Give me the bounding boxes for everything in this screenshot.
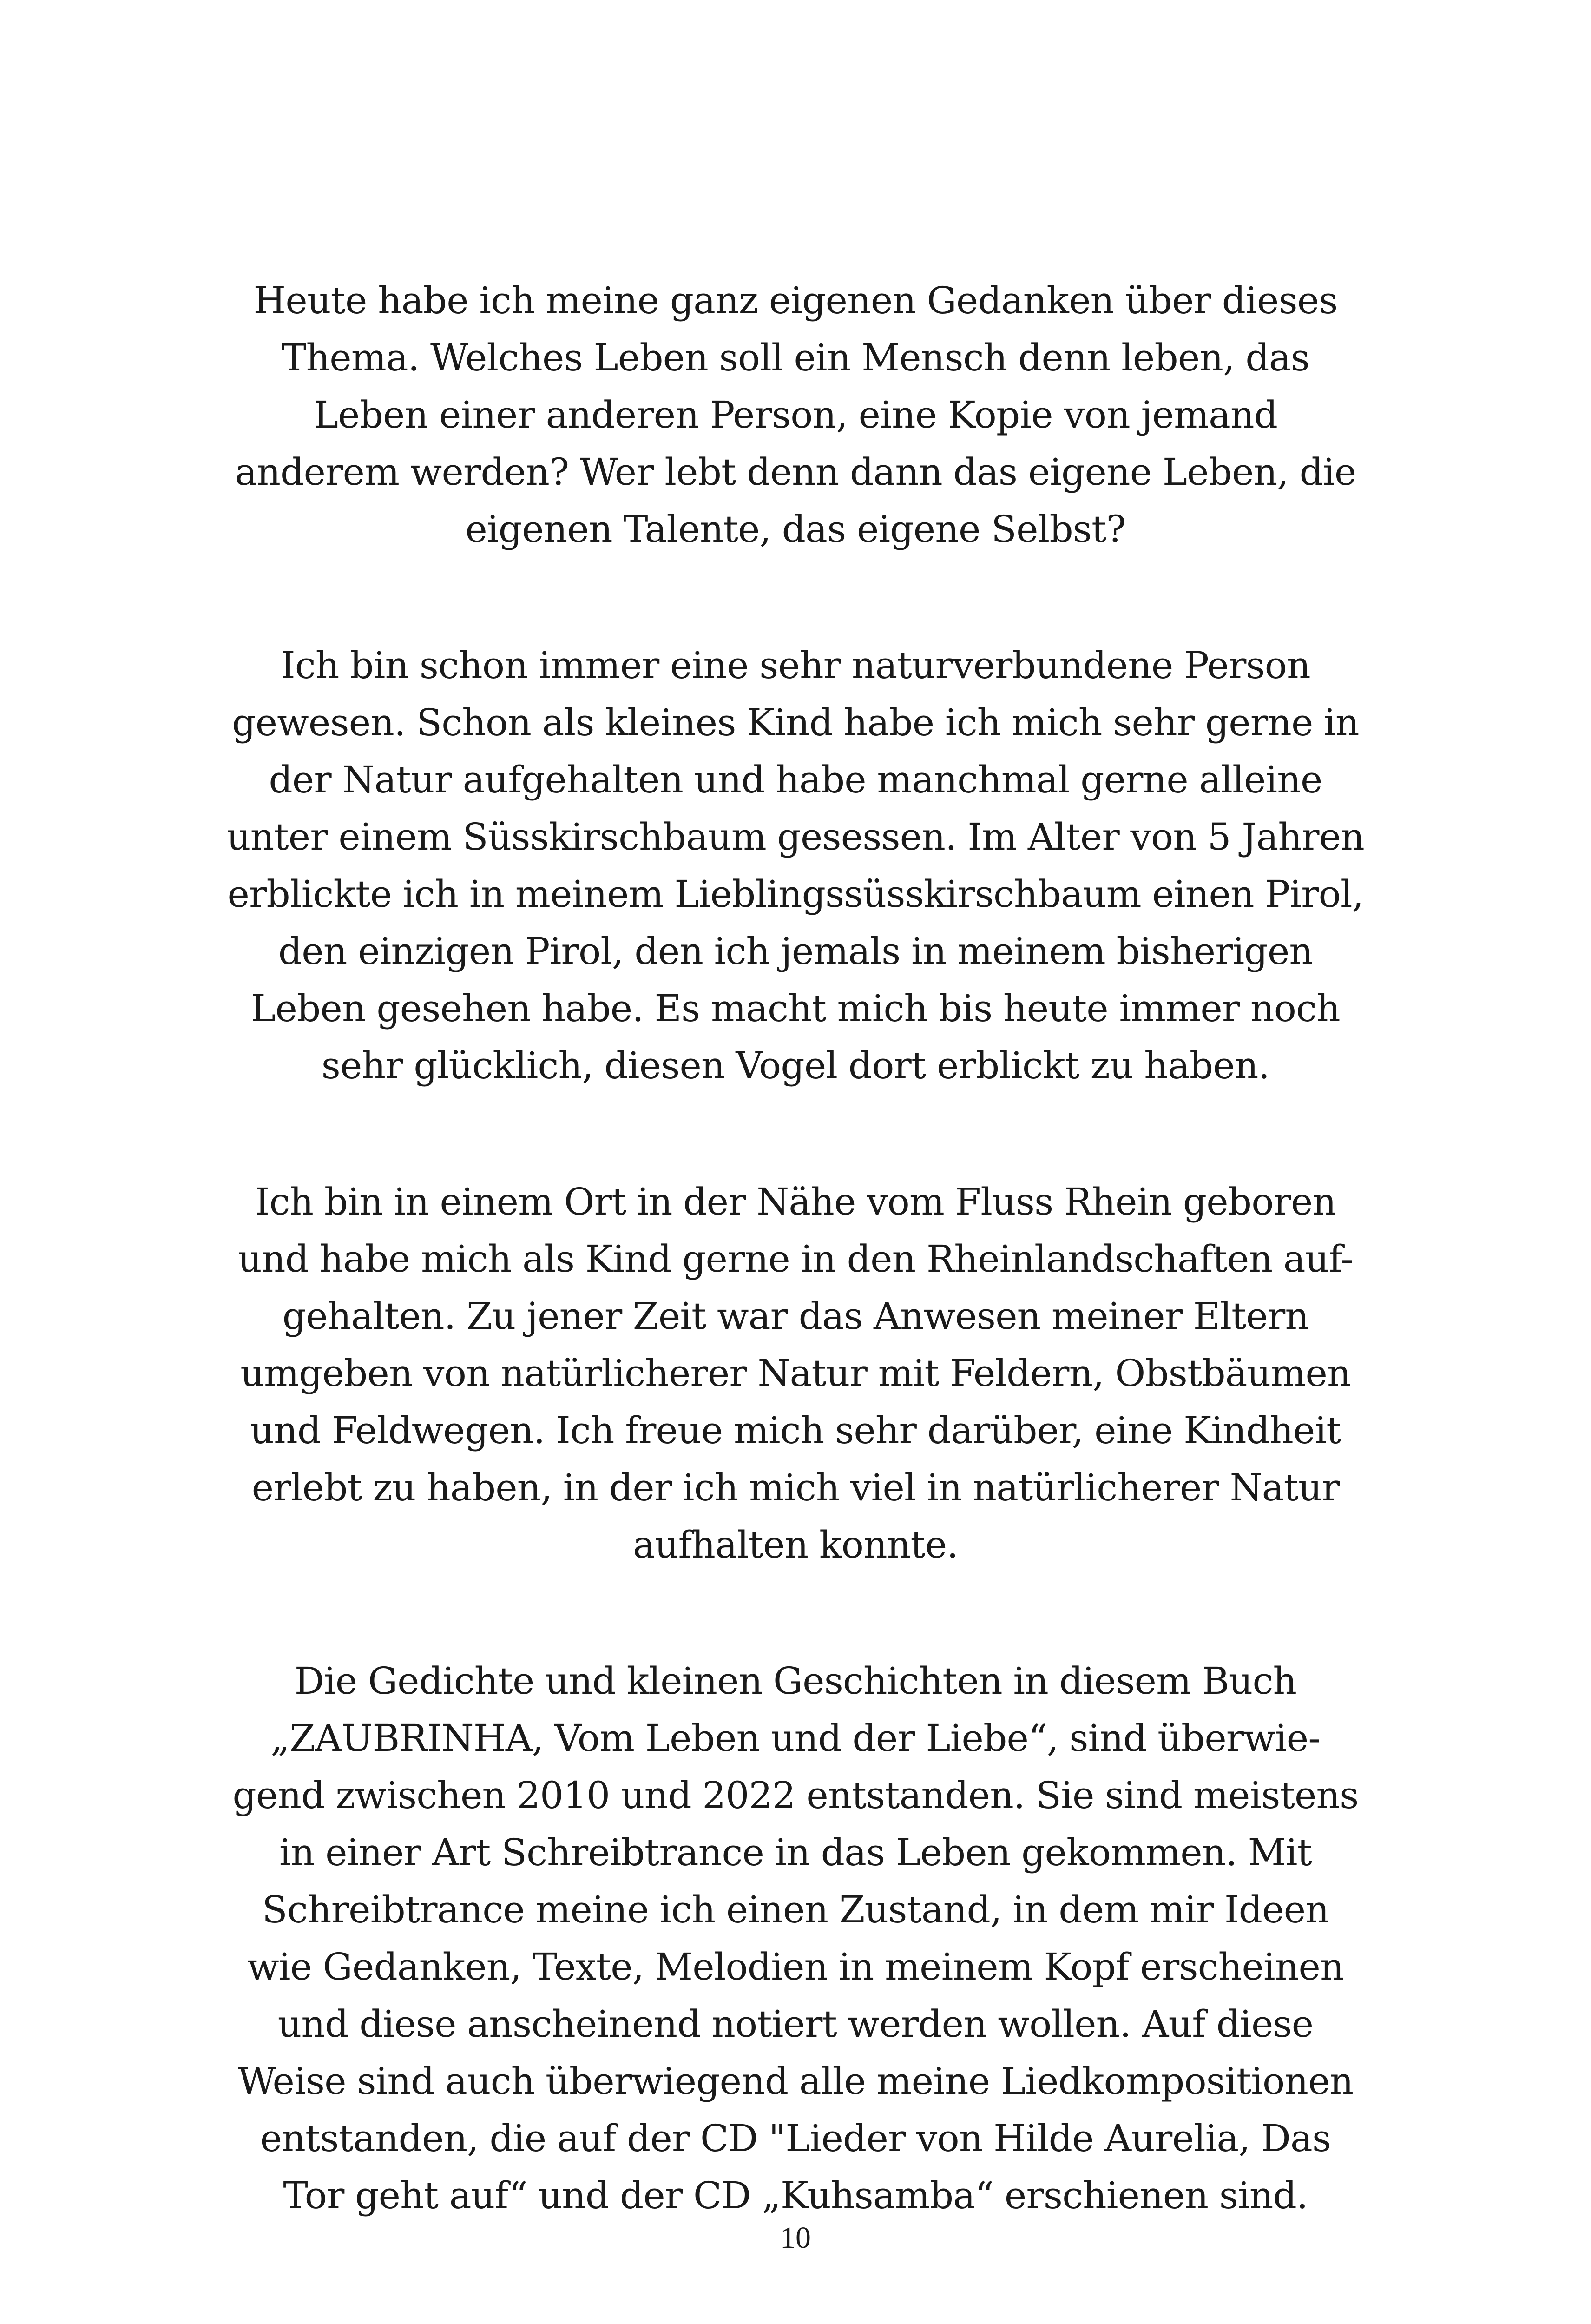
paragraph-2 xyxy=(214,637,1377,1094)
text-line: Leben gesehen habe. Es macht mich bis heute immer noch xyxy=(251,987,1340,1030)
text-line: gehalten. Zu jener Zeit war das Anwesen meiner Eltern xyxy=(282,1294,1309,1338)
body-text xyxy=(214,272,1377,2303)
text-line: „ZAUBRINHA, Vom Leben und der Liebe“, sind überwie- xyxy=(270,1717,1321,1760)
text-line: in einer Art Schreibtrance in das Leben gekommen. Mit xyxy=(279,1831,1312,1874)
text-line: gewesen. Schon als kleines Kind habe ich mich sehr gerne in xyxy=(232,701,1359,744)
text-line: Leben einer anderen Person, eine Kopie von jemand xyxy=(313,393,1278,436)
text-line: sehr glücklich, diesen Vogel dort erblickt zu haben. xyxy=(321,1044,1270,1087)
text-line: Ich bin in einem Ort in der Nähe vom Fluss Rhein geboren xyxy=(255,1180,1336,1223)
text-line: der Natur aufgehalten und habe manchmal gerne alleine xyxy=(269,758,1322,801)
paragraph-1 xyxy=(214,272,1377,558)
text-line: aufhalten konnte. xyxy=(632,1523,959,1566)
text-line: Die Gedichte und kleinen Geschichten in diesem Buch xyxy=(294,1659,1297,1703)
text-line: unter einem Süsskirschbaum gesessen. Im Alter von 5 Jahren xyxy=(227,815,1364,858)
text-line: gend zwischen 2010 und 2022 entstanden. Sie sind meistens xyxy=(232,1774,1359,1817)
text-line: anderem werden? Wer lebt denn dann das eigene Leben, die xyxy=(235,450,1356,494)
text-line: wie Gedanken, Texte, Melodien in meinem Kopf erscheinen xyxy=(247,1945,1344,1988)
text-line: erblickte ich in meinem Lieblingssüsskirschbaum einen Pirol, xyxy=(227,872,1364,916)
text-line: und Feldwegen. Ich freue mich sehr darüber, eine Kindheit xyxy=(250,1409,1341,1452)
text-line: Schreibtrance meine ich einen Zustand, in dem mir Ideen xyxy=(262,1888,1329,1931)
text-line: und diese anscheinend notiert werden wollen. Auf diese xyxy=(277,2002,1314,2046)
page-number: 10 xyxy=(780,2221,811,2255)
text-line: umgeben von natürlicherer Natur mit Feldern, Obstbäumen xyxy=(240,1352,1351,1395)
text-line: Tor geht auf“ und der CD „Kuhsamba“ erschienen sind. xyxy=(283,2174,1308,2217)
text-line: den einzigen Pirol, den ich jemals in meinem bisherigen xyxy=(278,930,1313,973)
paragraph-3 xyxy=(214,1173,1377,1573)
paragraph-4 xyxy=(214,1652,1377,2224)
text-line: erlebt zu haben, in der ich mich viel in natürlicherer Natur xyxy=(251,1466,1340,1509)
text-line: Weise sind auch überwiegend alle meine Liedkompositionen xyxy=(237,2060,1354,2103)
text-line: Ich bin schon immer eine sehr naturverbundene Person xyxy=(281,644,1310,687)
text-line: Thema. Welches Leben soll ein Mensch denn leben, das xyxy=(282,336,1309,379)
text-line: Heute habe ich meine ganz eigenen Gedanken über dieses xyxy=(253,279,1338,322)
text-line: entstanden, die auf der CD "Lieder von Hilde Aurelia, Das xyxy=(260,2117,1331,2160)
text-line: eigenen Talente, das eigene Selbst? xyxy=(465,508,1126,551)
text-line: und habe mich als Kind gerne in den Rheinlandschaften auf- xyxy=(238,1237,1353,1281)
